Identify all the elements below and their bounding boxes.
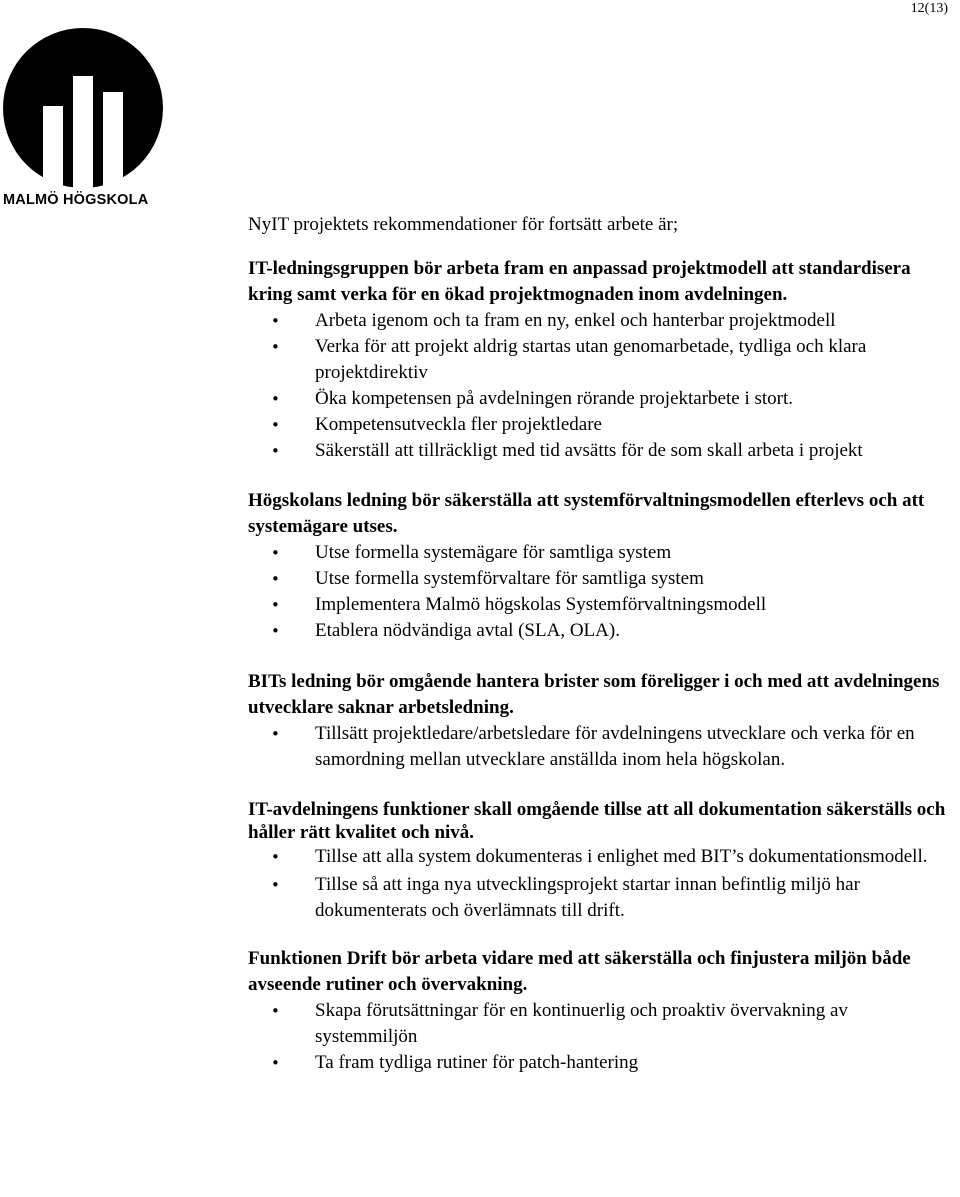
page-number: 12(13) (910, 1, 948, 16)
list-item: • Etablera nödvändiga avtal (SLA, OLA). (248, 618, 948, 644)
list-item: • Implementera Malmö högskolas Systemförvaltningsmodell (248, 592, 948, 618)
bullet-list (248, 721, 948, 773)
logo-wordmark: MALMÖ HÖGSKOLA (3, 192, 149, 208)
recommendation-section (248, 669, 948, 773)
section-heading: Högskolans ledning bör säkerställa att systemförvaltningsmodellen efterlevs och att systemägare utses. (248, 490, 925, 537)
document-body (248, 212, 948, 1076)
list-item: • Öka kompetensen på avdelningen rörande projektarbete i stort. (248, 386, 948, 412)
section-heading: BITs ledning bör omgående hantera brister som föreligger i och med att avdelningens utvecklare saknar arbetsledning. (248, 671, 940, 718)
list-item: • Säkerställ att tillräckligt med tid avsätts för de som skall arbeta i projekt (248, 438, 948, 464)
bullet-list (248, 540, 948, 644)
list-item: • Ta fram tydliga rutiner för patch-hantering (248, 1050, 948, 1076)
intro-paragraph: NyIT projektets rekommendationer för fortsätt arbete är; (248, 214, 679, 235)
bullet-list (248, 308, 948, 464)
recommendation-section (248, 488, 948, 644)
section-heading: Funktionen Drift bör arbeta vidare med att säkerställa och finjustera miljön både avseende rutiner och övervakning. (248, 948, 911, 995)
list-item: • Tillsätt projektledare/arbetsledare för avdelningens utvecklare och verka för en samordning mellan utvecklare anställda inom hela högskolan. (248, 721, 948, 773)
list-item: • Utse formella systemförvaltare för samtliga system (248, 566, 948, 592)
list-item: • Verka för att projekt aldrig startas utan genomarbetade, tydliga och klara projektdirektiv (248, 334, 948, 386)
section-heading: IT-ledningsgruppen bör arbeta fram en anpassad projektmodell att standardisera kring samt verka för en ökad projektmognaden inom avdelningen. (248, 258, 911, 305)
bullet-list (248, 998, 948, 1076)
recommendation-section (248, 256, 948, 464)
list-item: • Skapa förutsättningar för en kontinuerlig och proaktiv övervakning av systemmiljön (248, 998, 948, 1050)
malmo-hogskola-logo-icon (3, 24, 163, 192)
bullet-list (248, 844, 948, 924)
section-heading: IT-avdelningens funktioner skall omgående tillse att all dokumentation säkerställs och håller rätt kvalitet och nivå. (248, 799, 946, 843)
list-item: • Kompetensutveckla fler projektledare (248, 412, 948, 438)
list-item: • Tillse att alla system dokumenteras i enlighet med BIT’s dokumentationsmodell. (248, 844, 948, 870)
institution-logo (3, 24, 166, 208)
list-item: • Arbeta igenom och ta fram en ny, enkel och hanterbar projektmodell (248, 308, 948, 334)
list-item: • Utse formella systemägare för samtliga system (248, 540, 948, 566)
list-item: • Tillse så att inga nya utvecklingsprojekt startar innan befintlig miljö har dokumenterats och överlämnats till drift. (248, 872, 948, 924)
recommendation-section (248, 798, 948, 924)
recommendation-section (248, 946, 948, 1076)
